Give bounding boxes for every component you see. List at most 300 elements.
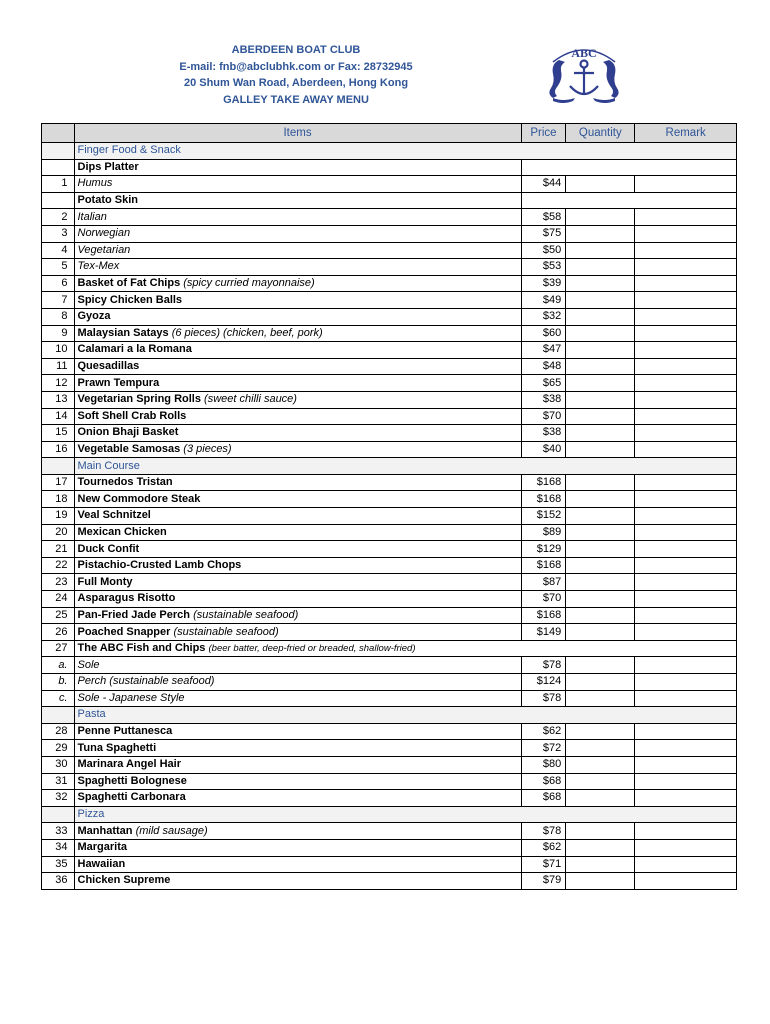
item-price: $79 (521, 873, 566, 890)
item-number: 22 (42, 557, 75, 574)
item-number: 19 (42, 508, 75, 525)
item-price: $72 (521, 740, 566, 757)
item-cell (74, 524, 521, 541)
quantity-cell[interactable] (566, 474, 635, 491)
item-price: $47 (521, 342, 566, 359)
item-price: $62 (521, 839, 566, 856)
remark-cell[interactable] (635, 823, 737, 840)
seahorse-right-icon (593, 60, 619, 103)
item-number: 34 (42, 839, 75, 856)
remark-cell[interactable] (635, 408, 737, 425)
quantity-cell[interactable] (566, 441, 635, 458)
quantity-cell[interactable] (566, 259, 635, 276)
item-price: $78 (521, 657, 566, 674)
table-row (42, 491, 737, 508)
item-number: 6 (42, 275, 75, 292)
table-row (42, 690, 737, 707)
item-name: Penne Puttanesca (77, 725, 173, 738)
remark-cell[interactable] (635, 325, 737, 342)
item-cell (74, 873, 521, 890)
quantity-cell[interactable] (566, 541, 635, 558)
remark-cell[interactable] (635, 723, 737, 740)
item-cell (74, 209, 521, 226)
item-cell (74, 242, 521, 259)
item-name: Gyoza (77, 310, 111, 323)
col-header-num (42, 124, 75, 143)
remark-cell[interactable] (635, 209, 737, 226)
address-line: 20 Shum Wan Road, Aberdeen, Hong Kong (183, 77, 409, 89)
table-row (42, 342, 737, 359)
remark-cell[interactable] (635, 674, 737, 691)
item-number: 30 (42, 756, 75, 773)
item-number: 1 (42, 176, 75, 193)
item-number: 3 (42, 225, 75, 242)
quantity-cell[interactable] (566, 358, 635, 375)
table-row (42, 308, 737, 325)
item-name: Pistachio-Crusted Lamb Chops (77, 559, 242, 572)
quantity-cell[interactable] (566, 624, 635, 641)
remark-cell[interactable] (635, 425, 737, 442)
item-note: (sustainable seafood) (193, 608, 299, 621)
item-number (42, 707, 75, 724)
item-name: Malaysian Satays (77, 326, 169, 339)
quantity-cell[interactable] (566, 209, 635, 226)
remark-cell[interactable] (635, 474, 737, 491)
table-row (42, 209, 737, 226)
item-cell (74, 441, 521, 458)
col-header-remark: Remark (635, 124, 737, 143)
item-cell (74, 275, 521, 292)
item-number: 25 (42, 607, 75, 624)
item-price: $60 (521, 325, 566, 342)
quantity-cell[interactable] (566, 557, 635, 574)
item-number: 7 (42, 292, 75, 309)
table-row (42, 176, 737, 193)
table-row (42, 674, 737, 691)
item-cell (74, 176, 521, 193)
item-name: Manhattan (77, 824, 133, 837)
remark-cell[interactable] (635, 375, 737, 392)
quantity-cell[interactable] (566, 873, 635, 890)
seahorse-left-icon (549, 60, 575, 103)
col-header-items: Items (74, 124, 521, 143)
remark-cell[interactable] (635, 358, 737, 375)
table-row (42, 856, 737, 873)
remark-cell[interactable] (635, 441, 737, 458)
quantity-cell[interactable] (566, 508, 635, 525)
item-number: 20 (42, 524, 75, 541)
quantity-cell[interactable] (566, 674, 635, 691)
item-cell (74, 325, 521, 342)
quantity-cell[interactable] (566, 425, 635, 442)
quantity-cell[interactable] (566, 242, 635, 259)
section-row (42, 806, 737, 823)
table-row (42, 607, 737, 624)
item-number (42, 159, 75, 176)
item-price: $124 (521, 674, 566, 691)
table-row (42, 839, 737, 856)
item-name: Full Monty (77, 575, 133, 588)
item-name: Onion Bhaji Basket (77, 426, 179, 439)
item-note: (3 pieces) (183, 442, 232, 455)
table-row (42, 259, 737, 276)
item-name: Prawn Tempura (77, 376, 160, 389)
remark-cell[interactable] (635, 275, 737, 292)
item-price: $80 (521, 756, 566, 773)
item-number (42, 458, 75, 475)
item-name: Basket of Fat Chips (77, 277, 181, 290)
item-price: $38 (521, 425, 566, 442)
remark-cell[interactable] (635, 342, 737, 359)
item-number: 18 (42, 491, 75, 508)
quantity-cell[interactable] (566, 325, 635, 342)
table-row (42, 425, 737, 442)
item-cell (74, 225, 521, 242)
item-cell (74, 624, 521, 641)
section-title: Pasta (77, 708, 106, 721)
table-row (42, 192, 737, 209)
quantity-cell[interactable] (566, 591, 635, 608)
quantity-cell[interactable] (566, 292, 635, 309)
remark-cell[interactable] (635, 740, 737, 757)
quantity-cell[interactable] (566, 275, 635, 292)
item-cell (74, 707, 737, 724)
item-number: 32 (42, 790, 75, 807)
item-number: 28 (42, 723, 75, 740)
item-cell (74, 425, 521, 442)
item-cell (74, 740, 521, 757)
quantity-cell[interactable] (566, 342, 635, 359)
item-note: (6 pieces) (chicken, beef, pork) (171, 326, 323, 339)
item-name: Sole - Japanese Style (77, 691, 185, 704)
item-name: Marinara Angel Hair (77, 758, 182, 771)
item-price: $70 (521, 408, 566, 425)
table-row (42, 159, 737, 176)
remark-cell[interactable] (635, 259, 737, 276)
item-name: Duck Confit (77, 542, 140, 555)
quantity-cell[interactable] (566, 408, 635, 425)
item-price: $71 (521, 856, 566, 873)
table-row (42, 740, 737, 757)
remark-cell[interactable] (635, 756, 737, 773)
item-cell (74, 159, 521, 176)
item-cell (74, 607, 521, 624)
table-row (42, 358, 737, 375)
table-row (42, 541, 737, 558)
item-name: Calamari a la Romana (77, 343, 192, 356)
remark-cell[interactable] (635, 225, 737, 242)
item-price: $168 (521, 474, 566, 491)
item-cell (74, 358, 521, 375)
item-cell (74, 823, 521, 840)
item-name: Chicken Supreme (77, 874, 171, 887)
remark-cell[interactable] (635, 541, 737, 558)
item-number: 24 (42, 591, 75, 608)
item-cell (74, 474, 521, 491)
item-price: $168 (521, 491, 566, 508)
section-row (42, 707, 737, 724)
remark-cell[interactable] (635, 591, 737, 608)
table-row (42, 508, 737, 525)
item-price: $75 (521, 225, 566, 242)
quantity-cell[interactable] (566, 723, 635, 740)
remark-cell[interactable] (635, 524, 737, 541)
item-name: Pan-Fried Jade Perch (77, 608, 190, 621)
item-cell (74, 491, 521, 508)
remark-cell[interactable] (635, 856, 737, 873)
table-row (42, 375, 737, 392)
menu-title: GALLEY TAKE AWAY MENU (223, 93, 369, 106)
item-name: New Commodore Steak (77, 492, 201, 505)
item-price: $48 (521, 358, 566, 375)
item-name: Vegetable Samosas (77, 442, 181, 455)
item-price: $38 (521, 391, 566, 408)
table-row (42, 624, 737, 641)
item-note: (mild sausage) (135, 824, 208, 837)
item-cell (74, 375, 521, 392)
table-row (42, 790, 737, 807)
table-row (42, 591, 737, 608)
item-name: Humus (77, 177, 113, 190)
item-name: Soft Shell Crab Rolls (77, 409, 187, 422)
item-name: Tuna Spaghetti (77, 741, 157, 754)
remark-cell[interactable] (635, 176, 737, 193)
item-price: $40 (521, 441, 566, 458)
quantity-cell[interactable] (566, 740, 635, 757)
remark-cell[interactable] (635, 690, 737, 707)
item-number: 31 (42, 773, 75, 790)
item-price: $168 (521, 607, 566, 624)
item-cell (74, 458, 737, 475)
quantity-cell[interactable] (566, 856, 635, 873)
logo-text: ABC (571, 46, 597, 60)
quantity-cell[interactable] (566, 225, 635, 242)
menu-body (42, 143, 737, 890)
item-name: The ABC Fish and Chips (77, 642, 206, 655)
table-row (42, 325, 737, 342)
item-name: Poached Snapper (77, 625, 171, 638)
menu-header (130, 42, 462, 108)
table-row (42, 574, 737, 591)
item-note: (spicy curried mayonnaise) (183, 277, 315, 290)
table-row (42, 557, 737, 574)
remark-cell[interactable] (635, 873, 737, 890)
remark-cell[interactable] (635, 508, 737, 525)
section-row (42, 143, 737, 160)
item-price: $49 (521, 292, 566, 309)
quantity-cell[interactable] (566, 176, 635, 193)
quantity-cell[interactable] (566, 308, 635, 325)
item-cell (74, 192, 521, 209)
item-cell (74, 790, 521, 807)
quantity-cell[interactable] (566, 657, 635, 674)
item-price: $149 (521, 624, 566, 641)
item-number: 5 (42, 259, 75, 276)
club-logo (543, 40, 625, 106)
quantity-cell[interactable] (566, 574, 635, 591)
quantity-cell[interactable] (566, 607, 635, 624)
item-price: $78 (521, 690, 566, 707)
remark-cell[interactable] (635, 773, 737, 790)
table-row (42, 873, 737, 890)
item-cell (74, 806, 737, 823)
table-row (42, 408, 737, 425)
item-number: 11 (42, 358, 75, 375)
item-number: 29 (42, 740, 75, 757)
item-cell (74, 508, 521, 525)
item-number: 26 (42, 624, 75, 641)
item-price: $87 (521, 574, 566, 591)
item-cell (74, 674, 521, 691)
table-row (42, 275, 737, 292)
item-price: $78 (521, 823, 566, 840)
item-note: (sustainable seafood) (173, 625, 279, 638)
item-name: Dips Platter (77, 160, 139, 173)
quantity-cell[interactable] (566, 524, 635, 541)
table-row (42, 657, 737, 674)
table-row (42, 773, 737, 790)
item-cell (74, 640, 737, 657)
item-number: 23 (42, 574, 75, 591)
col-header-price: Price (521, 124, 566, 143)
item-name: Asparagus Risotto (77, 592, 176, 605)
table-row (42, 640, 737, 657)
remark-cell[interactable] (635, 607, 737, 624)
item-cell (74, 292, 521, 309)
remark-cell[interactable] (635, 557, 737, 574)
item-price: $65 (521, 375, 566, 392)
section-title: Pizza (77, 808, 105, 821)
item-name: Veal Schnitzel (77, 509, 151, 522)
item-cell (74, 839, 521, 856)
item-number: 36 (42, 873, 75, 890)
item-cell (74, 259, 521, 276)
item-price: $89 (521, 524, 566, 541)
table-row (42, 474, 737, 491)
item-name: Tournedos Tristan (77, 476, 173, 489)
item-number (42, 192, 75, 209)
item-name: Sole (77, 658, 100, 671)
item-name: Vegetarian (77, 243, 131, 256)
item-price: $68 (521, 790, 566, 807)
item-number: c. (42, 690, 75, 707)
item-cell (74, 690, 521, 707)
item-price: $168 (521, 557, 566, 574)
item-name: Tex-Mex (77, 260, 120, 273)
item-cell (74, 723, 521, 740)
remark-cell[interactable] (635, 391, 737, 408)
remark-cell[interactable] (635, 491, 737, 508)
item-note: (sweet chilli sauce) (204, 393, 297, 406)
item-cell (74, 308, 521, 325)
item-price (521, 159, 736, 176)
quantity-cell[interactable] (566, 839, 635, 856)
quantity-cell[interactable] (566, 773, 635, 790)
quantity-cell[interactable] (566, 491, 635, 508)
table-row (42, 756, 737, 773)
col-header-quantity: Quantity (566, 124, 635, 143)
item-number: 33 (42, 823, 75, 840)
table-row (42, 723, 737, 740)
item-number: 10 (42, 342, 75, 359)
remark-cell[interactable] (635, 292, 737, 309)
item-number: 2 (42, 209, 75, 226)
item-cell (74, 557, 521, 574)
remark-cell[interactable] (635, 657, 737, 674)
menu-table (41, 123, 737, 890)
item-name: Margarita (77, 841, 128, 854)
item-name: Quesadillas (77, 360, 140, 373)
item-number: 17 (42, 474, 75, 491)
item-price: $62 (521, 723, 566, 740)
item-name: Hawaiian (77, 857, 126, 870)
item-number: b. (42, 674, 75, 691)
item-cell (74, 143, 737, 160)
remark-cell[interactable] (635, 574, 737, 591)
table-row (42, 524, 737, 541)
section-title: Main Course (77, 459, 140, 472)
item-cell (74, 408, 521, 425)
item-number: 13 (42, 391, 75, 408)
item-cell (74, 574, 521, 591)
item-cell (74, 591, 521, 608)
item-number: 35 (42, 856, 75, 873)
item-number: a. (42, 657, 75, 674)
item-price (521, 192, 736, 209)
item-number: 4 (42, 242, 75, 259)
quantity-cell[interactable] (566, 690, 635, 707)
remark-cell[interactable] (635, 242, 737, 259)
item-price: $39 (521, 275, 566, 292)
item-number: 27 (42, 640, 75, 657)
item-number: 12 (42, 375, 75, 392)
quantity-cell[interactable] (566, 756, 635, 773)
item-note: (beer batter, deep-fried or breaded, shallow-fried) (208, 643, 416, 655)
item-price: $70 (521, 591, 566, 608)
remark-cell[interactable] (635, 624, 737, 641)
item-cell (74, 856, 521, 873)
item-name: Spicy Chicken Balls (77, 293, 183, 306)
item-number: 9 (42, 325, 75, 342)
quantity-cell[interactable] (566, 823, 635, 840)
table-row (42, 823, 737, 840)
item-number: 14 (42, 408, 75, 425)
remark-cell[interactable] (635, 308, 737, 325)
item-cell (74, 342, 521, 359)
remark-cell[interactable] (635, 790, 737, 807)
item-name: Mexican Chicken (77, 525, 167, 538)
quantity-cell[interactable] (566, 790, 635, 807)
item-number: 21 (42, 541, 75, 558)
quantity-cell[interactable] (566, 391, 635, 408)
remark-cell[interactable] (635, 839, 737, 856)
item-name: Spaghetti Carbonara (77, 791, 186, 804)
club-name: ABERDEEN BOAT CLUB (231, 44, 361, 56)
anchor-icon (570, 61, 598, 96)
item-name: Potato Skin (77, 194, 139, 207)
item-name: Vegetarian Spring Rolls (77, 393, 201, 406)
item-price: $53 (521, 259, 566, 276)
item-name: Perch (sustainable seafood) (77, 675, 215, 688)
table-row (42, 225, 737, 242)
item-cell (74, 773, 521, 790)
item-price: $152 (521, 508, 566, 525)
item-cell (74, 541, 521, 558)
item-name: Spaghetti Bolognese (77, 774, 187, 787)
quantity-cell[interactable] (566, 375, 635, 392)
item-number (42, 806, 75, 823)
item-cell (74, 391, 521, 408)
